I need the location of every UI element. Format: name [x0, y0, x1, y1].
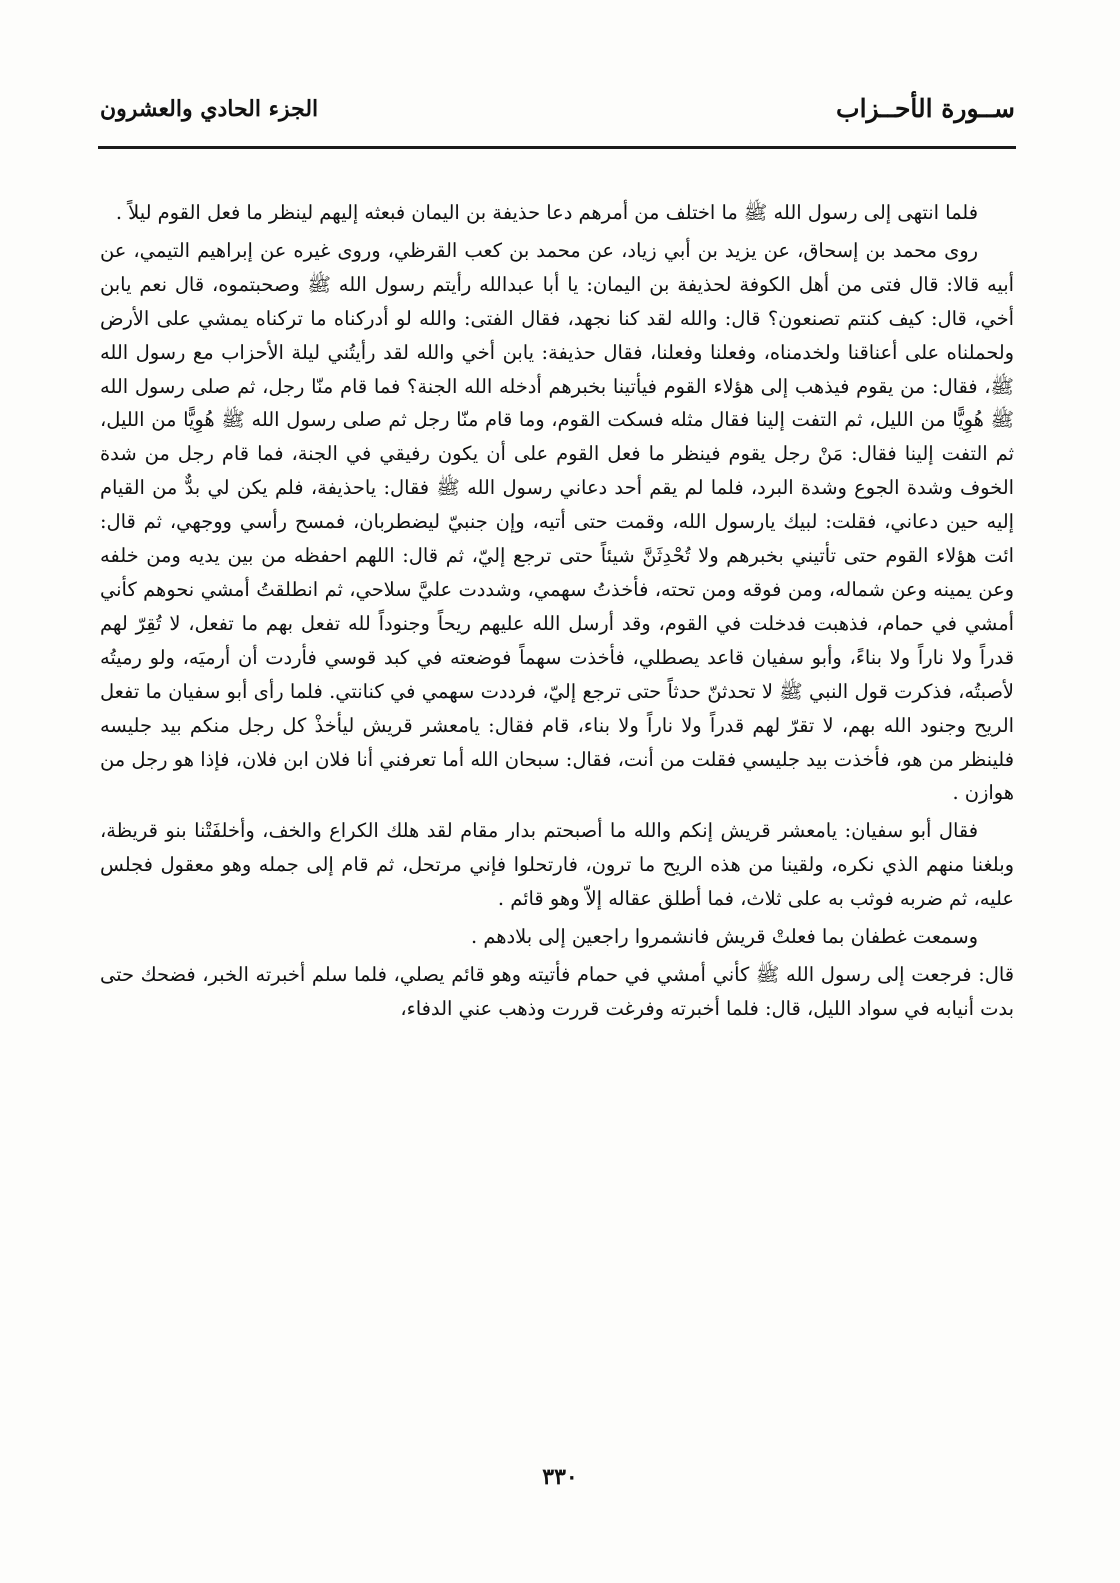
- paragraph: روى محمد بن إسحاق، عن يزيد بن أبي زياد، عن محمد بن كعب القرظي، وروى غيره عن إبراهيم التيمي، عن أبيه قالا: قال فتى من أهل الكوفة لحذيفة بن اليمان: يا أبا عبدالله رأيتم رسول الله ﷺ وصحبتموه، قال نعم يابن أخي، قال: كيف كنتم تصنعون؟ قال: والله لقد كنا نجهد، فقال الفتى: والله لو أدركناه ما تركناه يمشي على الأرض ولحملناه على أعناقنا ولخدمناه، وفعلنا وفعلنا، فقال حذيفة: يابن أخي والله لقد رأيتُني ليلة الأحزاب مع رسول الله ﷺ، فقال: من يقوم فيذهب إلى هؤلاء القوم فيأتينا بخبرهم أدخله الله الجنة؟ فما قام منّا رجل، ثم صلى رسول الله ﷺ هُوِيًّا من الليل، ثم التفت إلينا فقال مثله فسكت القوم، وما قام منّا رجل ثم صلى رسول الله ﷺ هُوِيًّا من الليل، ثم التفت إلينا فقال: مَنْ رجل يقوم فينظر ما فعل القوم على أن يكون رفيقي في الجنة، فما قام رجل من شدة الخوف وشدة الجوع وشدة البرد، فلما لم يقم أحد دعاني رسول الله ﷺ فقال: ياحذيفة، فلم يكن لي بدٌّ من القيام إليه حين دعاني، فقلت: لبيك يارسول الله، وقمت حتى أتيه، وإن جنبيّ ليضطربان، فمسح رأسي ووجهي، ثم قال: ائت هؤلاء القوم حتى تأتيني بخبرهم ولا تُحْدِثَنَّ شيئاً حتى ترجع إليّ، ثم قال: اللهم احفظه من بين يديه ومن خلفه وعن يمينه وعن شماله، ومن فوقه ومن تحته، فأخذتُ سهمي، وشددت عليَّ سلاحي، ثم انطلقتُ أمشي نحوهم كأني أمشي في حمام، فذهبت فدخلت في القوم، وقد أرسل الله عليهم ريحاً وجنوداً لله تفعل بهم ما تفعل، لا تُقِرّ لهم قدراً ولا ناراً ولا بناءً، وأبو سفيان قاعد يصطلي، فأخذت سهماً فوضعته في كبد قوسي فأردت أن أرميَه، ولو رميتُه لأصبتُه، فذكرت قول النبي ﷺ لا تحدثنّ حدثاً حتى ترجع إليّ، فرددت سهمي في كنانتي. فلما رأى أبو سفيان ما تفعل الريح وجنود الله بهم، لا تقرّ لهم قدراً ولا ناراً ولا بناء، قام فقال: يامعشر قريش ليأخذْ كل رجل منكم بيد جليسه فلينظر من هو، فأخذت بيد جليسي فقلت من أنت، فقال: سبحان الله أما تعرفني أنا فلان ابن فلان، فإذا هو رجل من هوازن .: [100, 238, 1014, 805]
- surah-title: ســورة الأحــزاب: [836, 94, 1015, 123]
- page-number: ٣٣٠: [542, 1464, 578, 1490]
- running-header: [100, 94, 1015, 134]
- juz-title: الجزء الحادي والعشرون: [100, 96, 319, 122]
- paragraph: فلما انتهى إلى رسول الله ﷺ ما اختلف من أمرهم دعا حذيفة بن اليمان فبعثه إليهم لينظر ما فعل القوم ليلاً .: [115, 201, 978, 224]
- main-text: [100, 196, 1014, 1026]
- paragraph: فقال أبو سفيان: يامعشر قريش إنكم والله ما أصبحتم بدار مقام لقد هلك الكراع والخف، وأخلفَتْنا بنو قريظة، وبلغنا منهم الذي نكره، ولقينا من هذه الريح ما ترون، فارتحلوا فإني مرتحل، ثم قام إلى جمله وهو معقول فجلس عليه، ثم ضربه فوثب به على ثلاث، فما أطلق عقاله إلاّ وهو قائم .: [100, 819, 1014, 911]
- paragraph: قال: فرجعت إلى رسول الله ﷺ كأني أمشي في حمام فأتيته وهو قائم يصلي، فلما سلم أخبرته الخبر، فضحك حتى بدت أنيابه في سواد الليل، قال: فلما أخبرته وفرغت قررت وذهب عني الدفاء،: [100, 962, 1014, 1020]
- paragraph: وسمعت غطفان بما فعلتْ قريش فانشمروا راجعين إلى بلادهم .: [471, 925, 978, 949]
- header-divider: [98, 146, 1016, 149]
